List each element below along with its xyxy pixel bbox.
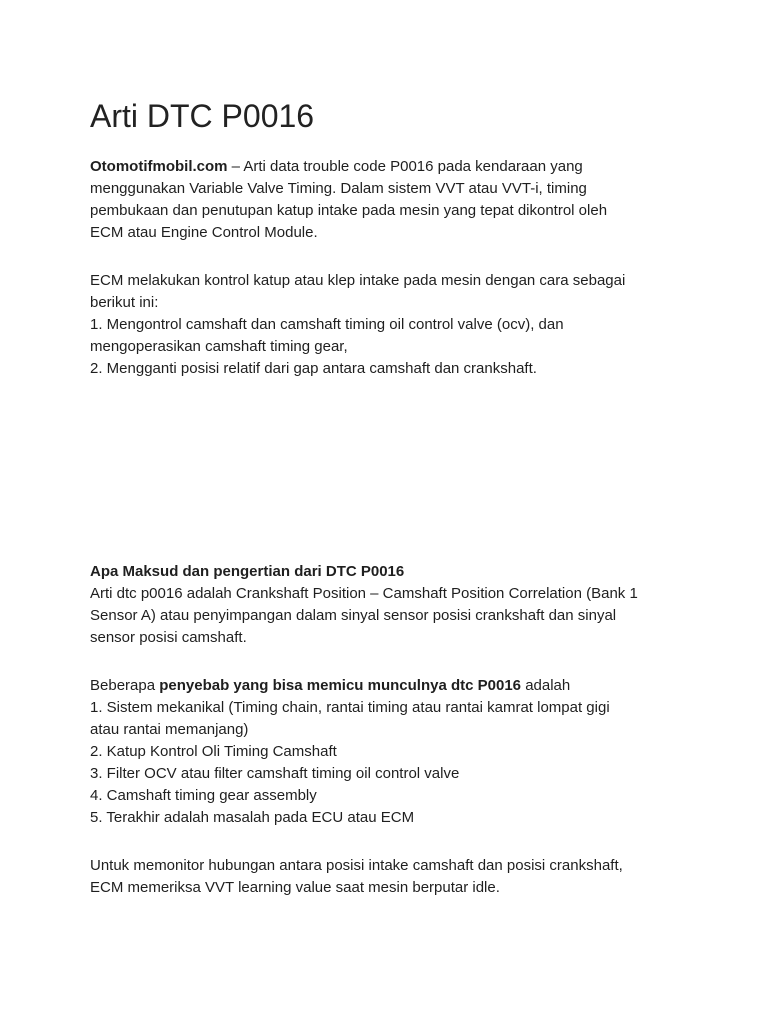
causes-paragraph [90, 675, 675, 829]
section-heading: Apa Maksud dan pengertian dari DTC P0016 [90, 563, 405, 580]
list-item: 1. Mengontrol camshaft dan camshaft timing oil control valve (ocv), dan [90, 316, 564, 333]
intro-line: menggunakan Variable Valve Timing. Dalam sistem VVT atau VVT-i, timing [90, 180, 587, 197]
definition-line: Arti dtc p0016 adalah Crankshaft Position – Camshaft Position Correlation (Bank 1 [90, 585, 638, 602]
list-item: 5. Terakhir adalah masalah pada ECU atau ECM [90, 809, 415, 826]
list-item: 4. Camshaft timing gear assembly [90, 787, 317, 804]
list-item: atau rantai memanjang) [90, 721, 249, 738]
causes-lead: Beberapa penyebab yang bisa memicu munculnya dtc P0016 adalah [90, 677, 571, 694]
intro-text: – Arti data trouble code P0016 pada kendaraan yang [227, 158, 583, 175]
intro-paragraph [90, 156, 675, 244]
list-item: 1. Sistem mekanikal (Timing chain, rantai timing atau rantai kamrat lompat gigi [90, 699, 610, 716]
monitor-paragraph [90, 855, 675, 899]
intro-line: ECM atau Engine Control Module. [90, 224, 318, 241]
list-item: 2. Katup Kontrol Oli Timing Camshaft [90, 743, 337, 760]
page-title: Arti DTC P0016 [90, 98, 315, 134]
ecm-control-paragraph [90, 270, 675, 380]
definition-line: sensor posisi camshaft. [90, 629, 247, 646]
list-item: 2. Mengganti posisi relatif dari gap antara camshaft dan crankshaft. [90, 360, 537, 377]
list-item: mengoperasikan camshaft timing gear, [90, 338, 348, 355]
monitor-line: Untuk memonitor hubungan antara posisi intake camshaft dan posisi crankshaft, [90, 857, 623, 874]
intro-line: pembukaan dan penutupan katup intake pada mesin yang tepat dikontrol oleh [90, 202, 608, 219]
causes-emphasis: penyebab yang bisa memicu munculnya dtc P0016 [159, 677, 522, 694]
monitor-line: ECM memeriksa VVT learning value saat mesin berputar idle. [90, 879, 500, 896]
definition-line: Sensor A) atau penyimpangan dalam sinyal sensor posisi crankshaft dan sinyal [90, 607, 617, 624]
ecm-line: berikut ini: [90, 294, 159, 311]
list-item: 3. Filter OCV atau filter camshaft timing oil control valve [90, 765, 460, 782]
brand-name: Otomotifmobil.com [90, 158, 228, 175]
intro-line [90, 156, 675, 178]
ecm-line: ECM melakukan kontrol katup atau klep intake pada mesin dengan cara sebagai [90, 272, 626, 289]
definition-paragraph [90, 561, 675, 649]
